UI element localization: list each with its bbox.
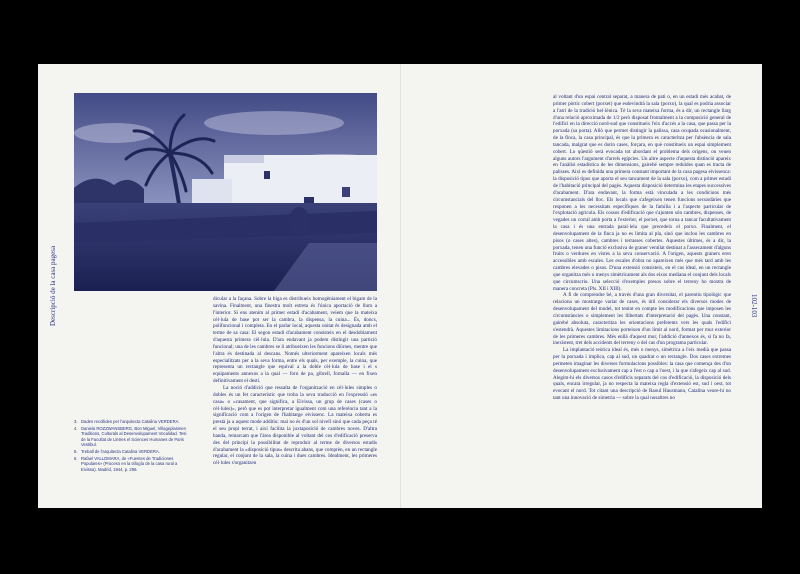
paragraph: La noció d'addició que ressalta de l'organització en cèl·lules simples o dobles és un fet característic que troba la seva traducció en l'expressió «es casa» o «casament, que significa, a Eivissa, un grup de cases (cases o cèl·lules)», però que es pot interpretar igualment com una referència tant a la significació com a l'origen de l'habitatge eivissenc. La mateixa coberta es prestà ja a aquest mode additiu: mai no és d'un sol nivell sinó que cada peça té el seu propi terrat, i així facilita la juxtaposició de cambres noves. D'altra banda, remarcam que l'àrea disponible al voltant del cos d'edificació preserva des del principi la possibilitat de reproduir al terme de diversos estadis d'acabament la «disposició tipus» descrita abans, que comprèn, en un rectangle regular, el conjunt de la sala, la cuina i dues cambres. Idealment, les primeres cèl·lules s'organitzen (213, 384, 377, 467)
footnote-number: 4. (74, 426, 78, 432)
book-spread (38, 64, 762, 508)
paragraph: La implantació teòrica ideal és, més o menys, simètrica a l'eix medià que passa per la porxada i implica, cap al sud, un quadrat o un rectangle. Dos cases extremes permeten imaginar les diverses formulacions possibles: la casa que comença des d'un desenvolupament exclusivament cap a l'est o cap a l'oest, i la que s'afegeix cap al sud. Alegim-hi els diversos casos d'edificis separats del cos d'edificació, la disposició dels quals, encara irregular, ja no respecta la mateixa regla d'extensió est, sud i oest, tot evocant el nord. Tot citant una descripció de Raoul Hausmann, Catalina veure-hi no tant una innovació de simetria — sobre la qual nosaltres no (553, 347, 731, 402)
footnote (74, 449, 192, 454)
footnote (74, 419, 192, 424)
footnote-text: Treball de l'arquitecta Catalina VERDERA. (81, 449, 160, 455)
footnote (74, 426, 192, 447)
footnote (74, 456, 192, 472)
photograph (74, 93, 377, 291)
body-column-right (553, 94, 731, 506)
footnote-text: Rafael VALLDMARA, de «Fuentes de Tradiciones Populares» (Proceso en la trilogía de la casa rural a Eivissa). Madrid, 1944, p. 296. (81, 456, 178, 472)
photograph-ibiza-farmhouse-with-palm-tree-icon (74, 93, 377, 291)
footnote-number: 6. (74, 456, 78, 462)
paragraph: al voltant d'un espai central separat, a manera de pati o, en un estadi més acabat, de primer pòrtic cobert (porxet) que esdevindrà la sala (porxo), la qual es podria associar a l'atri de la tradició hel·lènica. Té la seva mateixa forma, és a dir, un rectangle llarg d'una relació aproximada de 1/2 però disposat frontalment a la composició general de l'edifici en la direcció nord-sud que constitueix l'eix d'accés a la casa, que passa per la porxada (sa porta). Allò que permet distingir la palissa, casa ocupada ocasionalment, de la finca, la casa principal, és que la primera es caracteritza per l'absència de sala tancada, malgrat que es dorin cases, forçara, en què constitueix un espai simplement cobert. Lo qüestió serà evocada tot abordant el problema dels orígens, on veuen alguns autors l'argument d'arrels egípcies. Un altre aspecte d'aquesta distinció apareix en l'anàlisi estadística de les dimensions, gairebé sempre reduïdes quan es tracta de palisses. Així es definida una primera constant important de la casa pagesa eivissenca: la disposició tipus que aporta el seu tancament de la sala (porxo), com a primer estadi de l'habitació principal del pagès. Aquesta disposició determina les etapes successives d'acabament. D'ara endavant, la forma està vinculada a les condicions més circumstancials del lloc. Els locals que s'afegeixen tenen funcions secundàries que responen a les necessitats específiques de la família i a l'aspecte particular de l'explotació agrícola. Els cossos d'edificació que s'ajunten són cambres, dispenses, de vegades un corral amb porta a l'exterior, el porxet, que torna a tancar facultativament la casa i és una entrada paral·lela que precedeix el porxo. Finalment, el desenvolupament de la finca ja no es limita al pla, sinó que inclou les cambres en pisos (o cases altes), cambres i terrasses cobertes. Aquestes últimes, és a dir, la porxada, tenen una funció exclusiva de graner ventilat destinat a l'assecament d'alguns fruits o verdures en vistes a la seva conservació. A l'origen, aquests graners eren accessibles amb escales. Les escales d'obra no apareixen més que més tard amb les cambres elevades o pisos. D'una extensió consisteix, en el cas ideal, en un rectangle que organitza més o menys simètricament als dos eixos mediana el conjunt dels locals que circumscriu. Una selecció d'exemples presos sobre el terreny ho mostra de manera concreta (Pls. XII i XIII). (553, 94, 731, 292)
footnote-text: Dades recollides per l'arquitecta Catalina VERDERA. (81, 419, 180, 424)
footnote-text: Daniela ROZZWANSBERG, Bon Miguel, Villageplasmen Traditions, Culturals al Desenvolupament Vocalidad. Tesi de la Facultat de Lletres el Sciences Humanes de Paris Vestibul. (81, 426, 187, 447)
footnotes (74, 419, 192, 474)
gutter (400, 64, 401, 508)
paragraph: dicular a la façana. Sobre la biga es distribueix homogèniament el bigam de la savina. Finalment, una finestra molt estreta és l'única aportació de llum a l'interior. Si ens atenim al primer estadi d'acabament, veiem que la mateixa cèl·lula de base pot ser la cambra, la dispensa, la cuina... És, doncs, polifuncional i completa. En el parlar local, aquesta unitat és designada amb el terme de sa casa: El segon estadi d'acabament consisteix en el desdoblament d'aquesta primera cèl·lula. D'ara endavant ja podem distingir una partició funcional; una de les cambres se li atribueixen les funcions diürnes, mentre que l'altra és destinada al descans. Només ulteriorment apareixen locals més especialitzats per a la seva forma, entre els quals, per exemple, la cuina, que representa un rectangle que equival a la doble cèl·lula de base i el s equipaments annexos a la qual — forn de pa, gibrell, fornalla — en fixen definitivament el destí. (213, 296, 377, 385)
running-head-left: Descripció de la casa pagesa (49, 245, 57, 326)
page-numbers: 102-103 (750, 294, 758, 318)
footnote-number: 5. (74, 449, 78, 455)
body-column-left (213, 296, 377, 506)
paragraph: A fi de comprendre bé, a través d'una gran diversitat, el parentiu tipològic que relaciona un mostratge variat de cases, és útil considerar els diversos modes de desenvolupament del model, tot tenint en compte les modificacions que imposen les circumstàncies o simplement les llibertats d'interpretació del pagès. Una constant, gairebé absoluta, caracteritza les orientacions preferents vers les quals l'edifici s'estendrà. Aquestes limitacions porteixen d'un límit al nord, format per mur exterior de les primeres cambres. Més enllà d'aquest mur, l'addició d'annexos és, si fa no fa, inexistent, tret dels accidents del terreny o del cas d'un programa particular. (553, 292, 731, 347)
footnote-number: 3. (74, 419, 78, 424)
